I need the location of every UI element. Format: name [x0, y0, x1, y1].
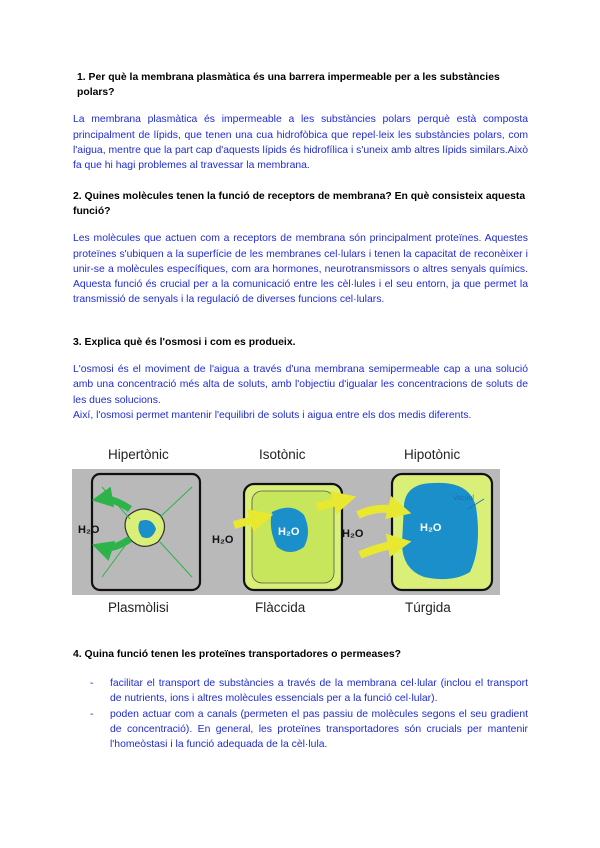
transport-protein-list [73, 676, 528, 752]
question-1-title: 1. Per què la membrana plasmàtica és una barrera impermeable per a les substàncies polars? [77, 72, 500, 99]
water-label-3-inner: H₂O [420, 522, 442, 534]
answer-3-paragraph-2: Així, l'osmosi permet mantenir l'equilibri de soluts i aigua entre els dos medis diferents. [73, 409, 472, 421]
label-plasmolysis: Plasmòlisi [108, 600, 169, 615]
water-label-2: H₂O [212, 534, 234, 546]
question-3-block [73, 335, 528, 423]
osmosis-diagram [72, 447, 500, 619]
question-4-block [73, 647, 528, 752]
answer-3 [73, 362, 528, 423]
label-turgid: Túrgida [405, 600, 451, 615]
osmosis-figure [72, 447, 500, 619]
question-4-title: 4. Quina funció tenen les proteïnes transportadores o permeases? [73, 649, 401, 660]
list-item-text: facilitar el transport de substàncies a través de la membrana cel·lular (inclou el transport de nutrients, ions i altres molècules essencials per a la funció cel·lular). [110, 678, 528, 705]
question-3-title: 3. Explica què és l'osmosi i com es produeix. [73, 337, 296, 348]
water-label-3: H₂O [342, 528, 364, 540]
answer-3-paragraph-1: L'osmosi és el moviment de l'aigua a través d'una membrana semipermeable cap a una solució amb una concentració més alta de soluts, amb l'objectiu d'igualar les concentracions de soluts de les dues solucions. [73, 364, 528, 406]
question-1-block [73, 70, 528, 173]
answer-2: Les molècules que actuen com a receptors de membrana són principalment proteïnes. Aquestes proteïnes s'ubiquen a la superfície de les membranes cel·lulars i tenen la capacitat de reconèixer i unir-se a molècules específiques, com ara hormones, neurotransmissors o altres senyals químics. Aquesta funció és crucial per a la comunicació entre les cèl·lules i el seu entorn, ja que permet la transmissió de senyals i la regulació de diverses funcions cel·lulars. [73, 233, 528, 306]
label-flaccid: Flàccida [255, 600, 306, 615]
water-label-2-inner: H₂O [278, 526, 300, 538]
list-item [90, 707, 528, 753]
list-dash: - [90, 708, 94, 720]
label-isotonic: Isotònic [259, 447, 306, 462]
question-2-title: 2. Quines molècules tenen la funció de receptors de membrana? En què consisteix aquesta funció? [73, 191, 526, 218]
answer-1: La membrana plasmàtica és impermeable a les substàncies polars perquè està composta principalment de lípids, que tenen una cua hidrofòbica que repel·leix les substàncies polars, com l'aigua, mentre que la part cap d'aquests lípids és hidrofílica i s'uneix amb altres lípids similars.Això fa que hi hagi problemes al travessar la membrana. [73, 114, 528, 172]
label-hypertonic: Hipertònic [108, 447, 169, 462]
vacuole-label: Vacúol [453, 495, 474, 502]
list-item-text: poden actuar com a canals (permeten el pas passiu de molècules segons el seu gradient de concentració). En general, les proteïnes transportadores són crucials per mantenir l'homeòstasi i la funció adequada de la cèl·lula. [110, 708, 528, 751]
list-item [90, 676, 528, 706]
question-2-block [73, 189, 528, 307]
label-hypotonic: Hipotònic [404, 447, 461, 462]
list-dash: - [90, 678, 94, 690]
water-label-1: H₂O [78, 524, 100, 536]
